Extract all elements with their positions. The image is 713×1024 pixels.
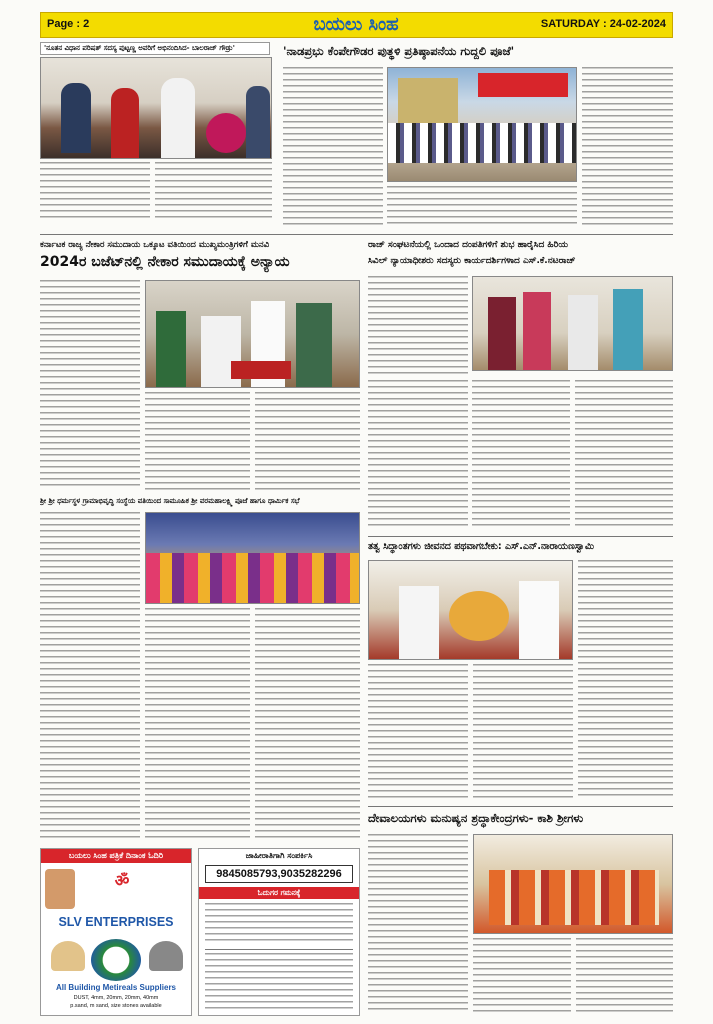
sand-heap-icon: [51, 941, 85, 971]
temple-body-col3: [576, 938, 673, 1014]
raj-headline-line1: ರಾಜ್ ಸಂಘಟನೆಯಲ್ಲಿ ಒಂದಾದ ದಂಪತಿಗಳಿಗೆ ಶುಭ ಹಾರೈಸಿದ ಹಿರಿಯ: [368, 240, 568, 250]
masthead-bar: [40, 12, 673, 38]
weavers-body-col3: [255, 392, 360, 492]
top-right-body-col3: [582, 67, 673, 227]
tattva-photo: [368, 560, 573, 660]
mutt-photo: [145, 512, 360, 604]
raj-body-col3: [472, 380, 570, 530]
issue-date: SATURDAY : 24-02-2024: [540, 18, 666, 30]
mutt-body-col1: [40, 512, 140, 842]
tattva-body-col1: [368, 664, 468, 800]
mutt-kicker: ಶ್ರೀ ಶ್ರೀ ಧರ್ಮಸ್ಥಳ ಗ್ರಾಮಾಭಿವೃದ್ಧಿ ಸಂಸ್ಥೆಯ ವತಿಯಿಂದ ಸಾಮೂಹಿಕ ಶ್ರೀ ವರಮಹಾಲಕ್ಷ್ಮಿ ಪೂಜೆ ಹಾಗೂ ಧಾರ್ಮಿಕ ಸಭೆ: [40, 497, 300, 505]
tattva-headline: ತತ್ವ ಸಿದ್ಧಾಂತಗಳು ಜೀವನದ ಪಥವಾಗಬೇಕು: ಎಸ್.ಎನ್.ನಾರಾಯಣಸ್ವಾಮಿ: [368, 541, 595, 552]
temple-body-col1: [368, 834, 468, 1014]
top-left-photo: [40, 57, 272, 159]
tattva-divider: [368, 806, 673, 807]
weavers-body-col2: [145, 392, 250, 492]
contact-phone-numbers[interactable]: 9845085793,9035282296: [205, 865, 353, 883]
top-right-headline: 'ನಾಡಪ್ರಭು ಕೆಂಪೇಗೌಡರ ಪುತ್ಥಳಿ ಪ್ರತಿಷ್ಠಾಪನೆಯ ಗುದ್ದಲಿ ಪೂಜೆ': [283, 44, 515, 58]
weavers-photo: [145, 280, 360, 388]
advertiser-photo: [45, 869, 75, 909]
raj-body-col2: [368, 380, 468, 530]
top-left-kicker: 'ನೂತನ ವಿಧಾನ ಪರಿಷತ್ ಸದಸ್ಯ ಪುಟ್ಟಣ್ಣ ಅವರಿಗೆ ಅಭಿನಂದಿಸಿದ- ಬಾಲರಾಜ್ ಗೌಡ್ರು': [40, 42, 270, 55]
top-right-body-under-photo: [387, 186, 577, 226]
stone-heap-icon: [149, 941, 183, 971]
weavers-body-col1: [40, 280, 140, 490]
temple-photo: [473, 834, 673, 934]
tattva-body-col2: [473, 664, 573, 800]
page-number: Page : 2: [47, 18, 90, 30]
om-icon: ॐ: [114, 871, 130, 890]
raj-body-col1: [368, 276, 468, 376]
slv-items-2: p.sand, m sand, size stones available: [70, 1003, 162, 1009]
weavers-kicker: ಕರ್ನಾಟಕ ರಾಜ್ಯ ನೇಕಾರ ಸಮುದಾಯ ಒಕ್ಕೂಟ ವತಿಯಿಂದ ಮುಖ್ಯಮಂತ್ರಿಗಳಿಗೆ ಮನವಿ: [40, 240, 270, 250]
slv-tagline: All Building Metireals Suppliers: [55, 983, 177, 992]
disclaimer-body: [205, 953, 353, 1011]
tattva-body-col3: [578, 560, 673, 800]
readers-notice-body: [205, 903, 353, 943]
temple-body-col2: [473, 938, 571, 1014]
raj-divider: [368, 536, 673, 537]
raj-headline-line2: ಸಿವಿಲ್ ನ್ಯಾಯಾಧೀಶರು ಸದಸ್ಯರು ಕಾರ್ಯದರ್ಶಿಗಳಾದ ಎಸ್.ಕೆ.ನಟರಾಜ್: [368, 256, 576, 266]
slv-advertisement: [40, 848, 192, 1016]
contact-label: ಜಾಹೀರಾತಿಗಾಗಿ ಸಂಪರ್ಕಿಸಿ: [245, 851, 313, 860]
subscription-banner: ಬಯಲು ಸಿಂಹ ಪತ್ರಿಕೆ ದಿನಾಂಕ ಓದಿರಿ: [41, 849, 191, 863]
top-left-body-col2: [155, 162, 272, 222]
section-divider: [40, 234, 673, 235]
top-left-body-col1: [40, 162, 150, 222]
contact-advertisement: [198, 848, 360, 1016]
mutt-body-col3: [255, 608, 360, 842]
top-right-photo: [387, 67, 577, 182]
slv-name: SLV ENTERPRISES: [58, 915, 174, 929]
globe-icon: [91, 939, 141, 981]
slv-items: DUST, 4mm, 20mm, 20mm, 40mm: [73, 995, 159, 1001]
raj-body-col4: [575, 380, 673, 530]
weavers-headline: 2024ರ ಬಜೆಟ್‌ನಲ್ಲಿ ನೇಕಾರ ಸಮುದಾಯಕ್ಕೆ ಅನ್ಯಾಯ: [40, 254, 290, 270]
temple-headline: ದೇವಾಲಯಗಳು ಮನುಷ್ಯನ ಶ್ರದ್ಧಾಕೇಂದ್ರಗಳು- ಕಾಶಿ ಶ್ರೀಗಳು: [368, 811, 584, 825]
raj-photo: [472, 276, 673, 371]
masthead-title: ಬಯಲು ಸಿಂಹ: [313, 14, 399, 35]
top-right-body-col1: [283, 67, 383, 227]
readers-notice-label: ಓದುಗರ ಗಮನಕ್ಕೆ: [199, 887, 359, 899]
mutt-body-col2: [145, 608, 250, 842]
notice-divider: [205, 949, 353, 950]
